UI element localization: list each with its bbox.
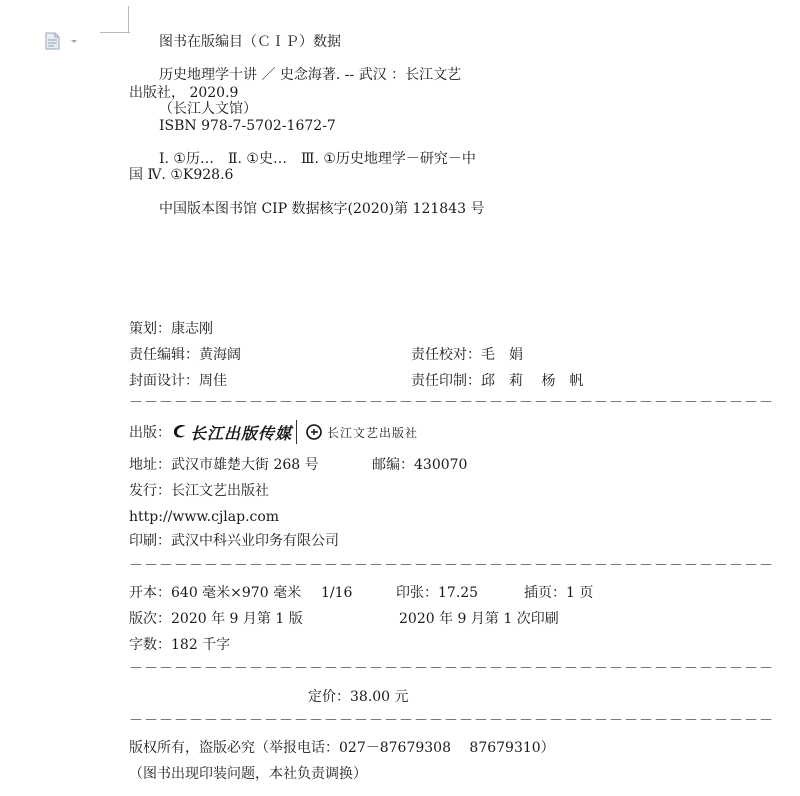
cip-series-line: （长江人文馆） [159, 101, 257, 117]
publisher-logo-group-name: 长江出版传媒 [190, 423, 293, 443]
chevron-down-icon [71, 40, 77, 43]
divider-line: －－－－－－－－－－－－－－－－－－－－－－－－－－－－－－－－－－－－－－－－－－－ [129, 558, 774, 574]
spec-sheets: 印张：17.25 [396, 585, 479, 601]
document-menu[interactable] [44, 32, 82, 54]
divider-line: －－－－－－－－－－－－－－－－－－－－－－－－－－－－－－－－－－－－－－－－－－－ [129, 395, 774, 411]
cip-classification-line: Ⅰ. ①历… Ⅱ. ①史… Ⅲ. ①历史地理学－研究－中 [159, 151, 476, 167]
spec-fraction: 1/16 [321, 585, 353, 601]
publisher-address: 地址：武汉市雄楚大街 268 号 [129, 457, 319, 473]
credit-planner: 策划：康志刚 [129, 321, 213, 337]
cip-publisher-line: 出版社， 2020.9 [129, 85, 239, 101]
publisher-logo [170, 419, 418, 445]
divider-line: －－－－－－－－－－－－－－－－－－－－－－－－－－－－－－－－－－－－－－－－－－－ [129, 713, 774, 729]
cip-title-line: 历史地理学十讲 ／ 史念海著. -- 武汉 ：长江文艺 [159, 67, 462, 83]
publisher-postcode: 邮编：430070 [372, 457, 468, 473]
credit-printing-supervisor: 责任印制：邱 莉 杨 帆 [411, 373, 584, 389]
document-icon[interactable] [44, 32, 82, 50]
credit-cover-design: 封面设计：周佳 [129, 373, 227, 389]
cip-classification-line-2: 国 Ⅳ. ①K928.6 [129, 167, 234, 183]
spec-format: 开本：640 毫米×970 毫米 [129, 585, 302, 601]
page-corner-mark [128, 6, 129, 33]
publisher-logo-house-name: 长江文艺出版社 [327, 425, 419, 440]
cip-heading: 图书在版编目（ＣＩＰ）数据 [159, 34, 341, 50]
page-corner-mark [100, 32, 130, 33]
publisher-swirl-icon [170, 422, 190, 442]
spec-word-count: 字数：182 千字 [129, 637, 231, 653]
spec-impression: 2020 年 9 月第 1 次印刷 [399, 611, 559, 627]
cip-data-number: 中国版本图书馆 CIP 数据核字(2020)第 121843 号 [159, 201, 485, 217]
rights-note: （图书出现印装问题，本社负责调换） [129, 766, 367, 782]
credit-editor: 责任编辑：黄海阔 [129, 347, 241, 363]
publisher-distributor: 发行：长江文艺出版社 [129, 483, 269, 499]
publisher-website: http://www.cjlap.com [129, 509, 280, 525]
credit-proofreader: 责任校对：毛 娟 [411, 347, 523, 363]
publisher-emblem-icon [305, 423, 323, 441]
publisher-label: 出版： [129, 425, 171, 441]
divider-line: －－－－－－－－－－－－－－－－－－－－－－－－－－－－－－－－－－－－－－－－－－－ [129, 661, 774, 677]
rights-statement: 版权所有，盗版必究（举报电话：027－87679308 87679310） [129, 740, 555, 756]
spec-edition: 版次：2020 年 9 月第 1 版 [129, 611, 303, 627]
logo-separator [296, 420, 297, 444]
publisher-printer: 印刷：武汉中科兴业印务有限公司 [129, 533, 339, 549]
spec-plates: 插页：1 页 [524, 585, 594, 601]
cip-isbn-line: ISBN 978-7-5702-1672-7 [159, 118, 336, 134]
price: 定价：38.00 元 [308, 689, 409, 705]
